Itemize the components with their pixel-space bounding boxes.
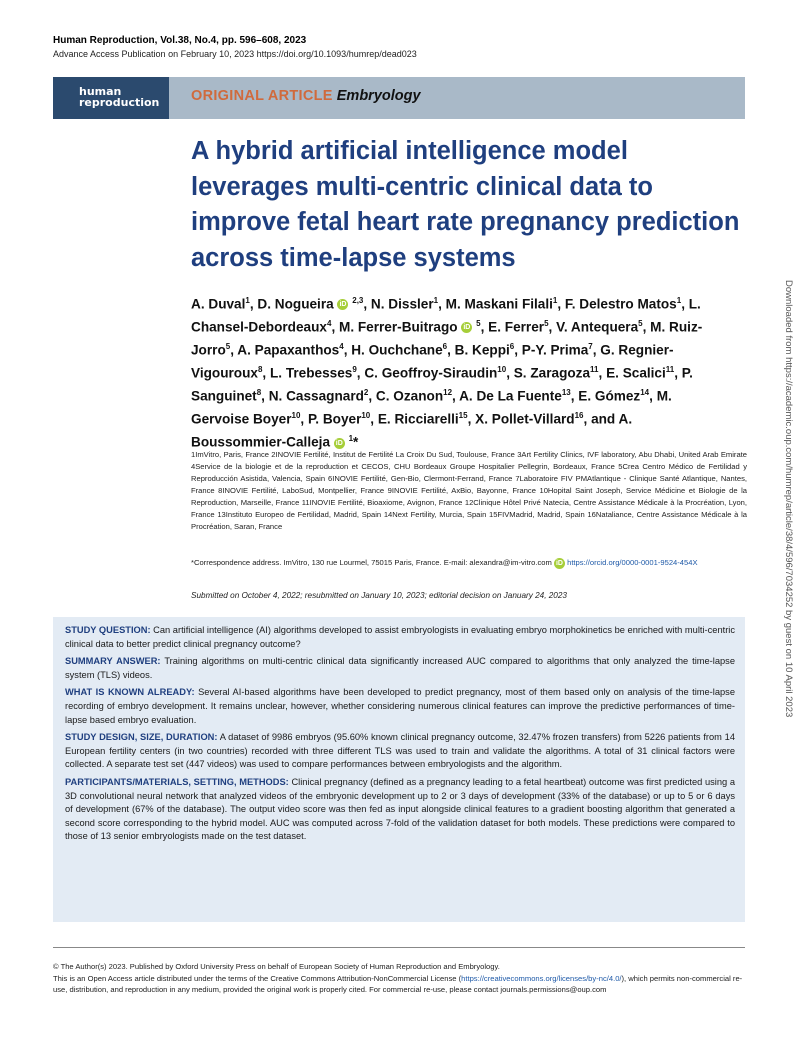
abstract-box: [53, 617, 745, 922]
submission-dates: Submitted on October 4, 2022; resubmitted on January 10, 2023; editorial decision on January 24, 2023: [191, 591, 567, 600]
footer-divider: [53, 947, 745, 948]
abstract-paragraph: [65, 655, 735, 682]
article-type-label: ORIGINAL ARTICLE: [191, 88, 333, 104]
abstract-label: SUMMARY ANSWER:: [65, 656, 161, 667]
affiliations: 1ImVitro, Paris, France 2INOVIE Fertilité, Institut de Fertilité La Croix Du Sud, Toulouse, France 3Art Fertility Clinics, IVF laboratory, Abu Dhabi, United Arab Emirate 4Service de la biologie et de la reproduction et CECOS, CHU Bordeaux Groupe Hospitalier Pellegrin, Bordeaux, France 5Crea Centro Médico de Fertilidad y Reproducción Asistida, Valencia, Spain 6INOVIE Fertilité, Gen-Bio, Clermont-Ferrand, France 7Laboratoire FIV PMAtlantique - Clinique Santé Atlantique, Nantes, France 8INOVIE Fertilité, LaboSud, Montpellier, France 9INOVIE Fertilité, AxBio, Bayonne, France 10Hopital Saint Joseph, Service Médicine et Biologie de la Reproduction, Marseille, France 11INOVIE Fertilité, Bioaxiome, Avignon, France 12Clinique Hôtel Privé Natecia, Centre Assistance Médicale à la Procréation, Lyon, France 13Instituto Europeo de Fertilidad, Madrid, Spain 14Next Fertility, Murcia, Spain 15FIVMadrid, Madrid, Spain 16Nataliance, Centre Assistance Médicale à la Procréation, Saran, France: [191, 450, 747, 531]
article-type: [191, 88, 421, 104]
license-text-end: ), which permits non-commercial re-use, distribution, and reproduction in any medium, provided the original work is properly cited. For commercial re-use, please contact journals.permissions@oup.com: [53, 973, 743, 994]
abstract-text: Clinical pregnancy (defined as a pregnancy leading to a fetal heartbeat) outcome was first predicted using a 3D convolutional neural network that analyzed videos of the embryonic development up to 2 or 3 days of development (33% of the database) or up to 5 or 6 days of development (67% of the database). The output video score was then fed as input alongside clinical features to a gradient boosting algorithm that generated a second score corresponding to the hybrid model. AUC was computed across 7-fold of the validation dataset for both models. These predictions were compared to those of 13 senior embryologists made on the test dataset.: [65, 776, 735, 842]
abstract-label: STUDY DESIGN, SIZE, DURATION:: [65, 732, 218, 743]
abstract-paragraph: [65, 686, 735, 727]
logo-line-2: reproduction: [79, 96, 160, 109]
abstract-text: Can artificial intelligence (AI) algorithms developed to assist embryologists in evaluating embryo morphokinetics be enriched with multi-centric clinical data to better predict clinical pregnancy outcome?: [65, 625, 736, 649]
author-list: A. Duval$^1$, D. Nogueira iD $^{2,3}$, N. Dissler$^1$, M. Maskani Filali$^1$, F. Delestro Matos$^1$, L. Chansel-Debordeaux$^4$, M. Ferrer-Buitrago iD $^5$, E. Ferrer$^5$, V. Antequera$^5$, M. Ruiz-Jorro$^5$, A. Papaxanthos$^4$, H. Ouchchane$^6$, B. Keppi$^6$, P-Y. Prima$^7$, G. Regnier-Vigouroux$^8$, L. Trebesses$^9$, C. Geoffroy-Siraudin$^{10}$, S. Zaragoza$^{11}$, E. Scalici$^{11}$, P. Sanguinet$^8$, N. Cassagnard$^2$, C. Ozanon$^{12}$, A. De La Fuente$^{13}$, E. Gómez$^{14}$, M. Gervoise Boyer$^{10}$, P. Boyer$^{10}$, E. Ricciarelli$^{15}$, X. Pollet-Villard$^{16}$, and A. Boussommier-Calleja iD $^1$*: [191, 296, 703, 450]
copyright-footer: [53, 961, 743, 996]
orcid-link[interactable]: https://orcid.org/0000-0001-9524-454X: [567, 558, 698, 567]
abstract-label: PARTICIPANTS/MATERIALS, SETTING, METHODS:: [65, 776, 289, 787]
abstract-paragraph: [65, 776, 735, 844]
orcid-icon[interactable]: iD: [339, 301, 347, 309]
orcid-icon[interactable]: iD: [335, 439, 343, 447]
abstract-label: STUDY QUESTION:: [65, 625, 151, 635]
logo-line-1: human: [79, 85, 122, 98]
journal-citation: Human Reproduction, Vol.38, No.4, pp. 596–608, 2023: [53, 35, 307, 46]
access-line: Advance Access Publication on February 10, 2023 https://doi.org/10.1093/humrep/dead023: [53, 49, 417, 59]
abstract-text: A dataset of 9986 embryos (95.60% known clinical pregnancy outcome, 32.47% frozen transfers) from 5226 patients from 14 European fertility centers (in two countries) recorded with three different TLS was used to train and validate the algorithms. A total of 31 clinical factors were collected. A separate test set (447 videos) was used to compare performances between embryologists and the algorithm.: [65, 732, 735, 770]
abstract-paragraph: [65, 624, 735, 651]
download-watermark: [780, 280, 794, 760]
paper-title: A hybrid artificial intelligence model leverages multi-centric clinical data to improve fetal heart rate pregnancy prediction across time-lapse systems: [191, 137, 740, 272]
license-line: [53, 973, 743, 996]
correspondence-text: *Correspondence address. ImVitro, 130 rue Lourmel, 75015 Paris, France. E-mail: alexandra@im-vitro.com: [191, 558, 552, 567]
abstract-paragraph: [65, 731, 735, 772]
abstract-text: Several AI-based algorithms have been developed to predict pregnancy, most of them based only on analysis of the time-lapse recording of embryo development. It remains unclear, however, whether considering numerous clinical features can improve the predictive performances of time-lapse based embryo evaluation.: [65, 687, 735, 725]
license-text: This is an Open Access article distributed under the terms of the Creative Commons Attribution-NonCommercial License (: [53, 973, 462, 983]
orcid-icon[interactable]: iD: [463, 324, 471, 332]
correspondence: [191, 557, 747, 569]
copyright-line: © The Author(s) 2023. Published by Oxford University Press on behalf of European Society of Human Reproduction and Embryology.: [53, 962, 500, 971]
download-watermark-text: Downloaded from https://academic.oup.com/humrep/article/38/4/596/7034252 by guest on 10 April 2023: [783, 280, 794, 718]
abstract-text: Training algorithms on multi-centric clinical data significantly increased AUC compared to algorithms that only analyzed the time-lapse system (TLS) videos.: [65, 656, 735, 680]
license-link[interactable]: https://creativecommons.org/licenses/by-nc/4.0/: [461, 973, 622, 983]
orcid-icon: iD: [555, 559, 563, 567]
abstract-label: WHAT IS KNOWN ALREADY:: [65, 687, 195, 698]
journal-logo: [53, 77, 169, 119]
article-section: Embryology: [336, 88, 421, 104]
